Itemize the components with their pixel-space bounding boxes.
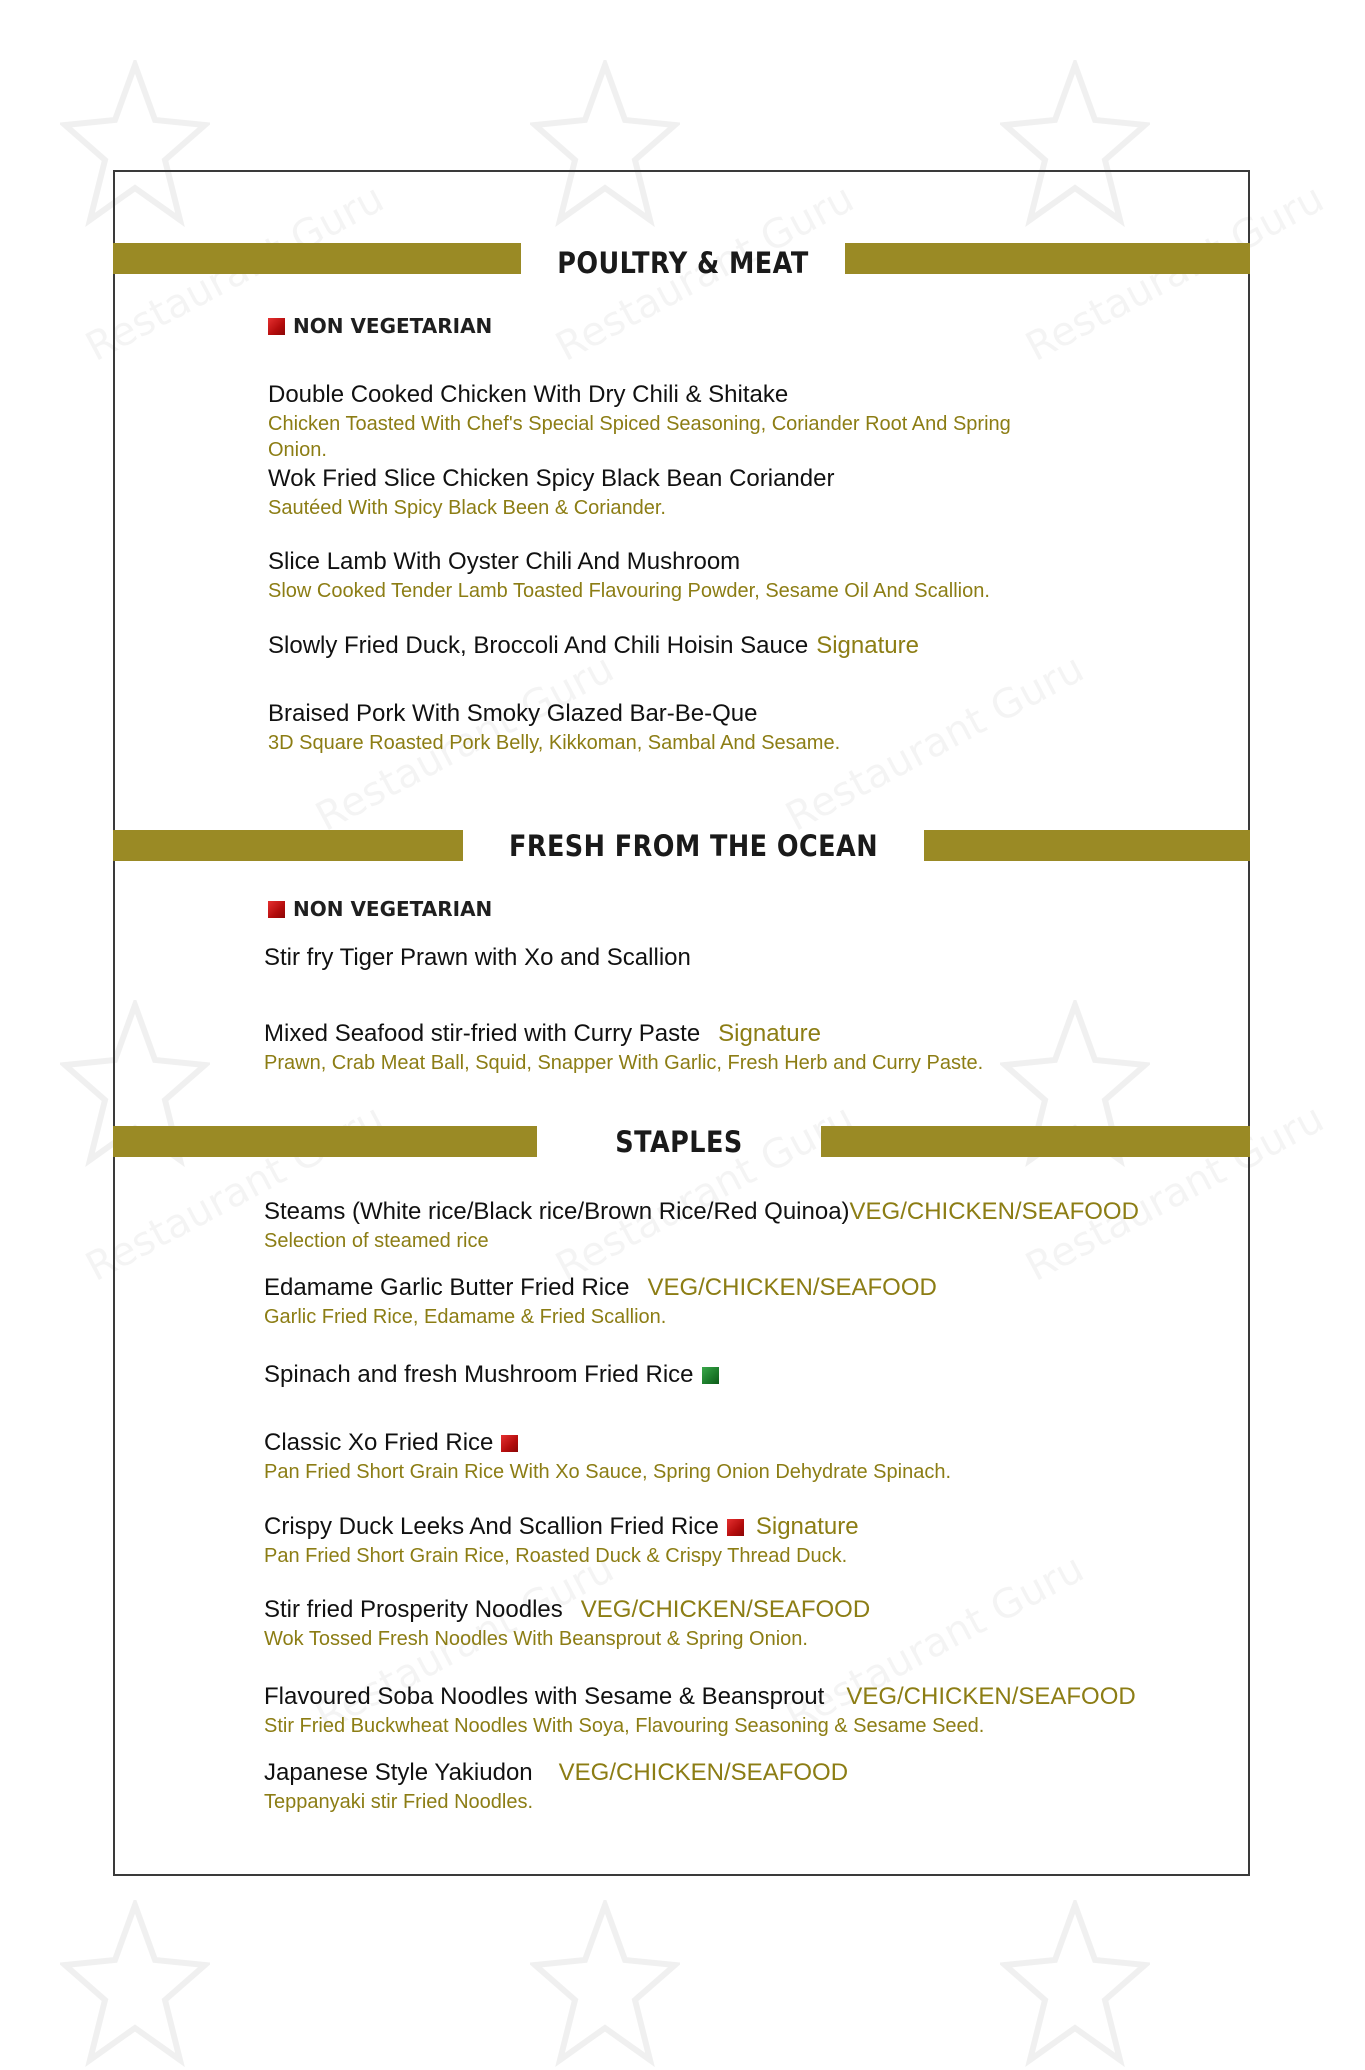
fork-star-icon xyxy=(530,1900,680,2070)
menu-item xyxy=(264,1361,719,1389)
section-bar-left xyxy=(113,830,463,861)
menu-item-name: Spinach and fresh Mushroom Fried Rice xyxy=(264,1361,694,1388)
option-badge: VEG/CHICKEN/SEAFOOD xyxy=(846,1683,1136,1710)
fork-star-icon xyxy=(60,1900,210,2070)
signature-badge: Signature xyxy=(816,632,919,659)
section-title-poultry: POULTRY & MEAT xyxy=(557,246,809,280)
menu-item-desc: Sautéed With Spicy Black Been & Coriander. xyxy=(268,497,666,519)
menu-item-desc: Pan Fried Short Grain Rice, Roasted Duck & Crispy Thread Duck. xyxy=(264,1545,848,1567)
menu-item-name: Wok Fried Slice Chicken Spicy Black Bean Coriander xyxy=(268,465,835,492)
non-veg-marker-icon xyxy=(727,1519,744,1536)
menu-item-desc: Teppanyaki stir Fried Noodles. xyxy=(264,1791,534,1813)
menu-item-name: Stir fry Tiger Prawn with Xo and Scallion xyxy=(264,944,691,971)
menu-item-name: Crispy Duck Leeks And Scallion Fried Rice xyxy=(264,1513,719,1540)
option-badge: VEG/CHICKEN/SEAFOOD xyxy=(558,1759,849,1786)
section-bar-right xyxy=(821,1126,1250,1157)
tag-label: NON VEGETARIAN xyxy=(293,897,493,921)
signature-badge: Signature xyxy=(718,1020,821,1047)
menu-item-desc: Onion. xyxy=(268,439,327,461)
menu-item-name: Flavoured Soba Noodles with Sesame & Beansprout xyxy=(264,1683,825,1710)
menu-item xyxy=(268,632,919,660)
menu-item-desc: 3D Square Roasted Pork Belly, Kikkoman, Sambal And Sesame. xyxy=(268,732,841,754)
menu-item xyxy=(264,1596,870,1624)
menu-item-name: Slice Lamb With Oyster Chili And Mushroom xyxy=(268,548,741,575)
menu-item xyxy=(264,1759,848,1787)
fork-star-icon xyxy=(1000,1900,1150,2070)
tag-label: NON VEGETARIAN xyxy=(293,314,493,338)
non-veg-marker-icon xyxy=(268,901,285,918)
section-bar-right xyxy=(924,830,1250,861)
menu-item-name: Slowly Fried Duck, Broccoli And Chili Hoisin Sauce xyxy=(268,632,809,659)
menu-item-desc: Garlic Fried Rice, Edamame & Fried Scallion. xyxy=(264,1306,667,1328)
non-veg-marker-icon xyxy=(268,318,285,335)
menu-item xyxy=(264,1513,859,1541)
veg-marker-icon xyxy=(702,1367,719,1384)
menu-item-name: Steams (White rice/Black rice/Brown Rice/Red Quinoa) xyxy=(264,1198,850,1225)
menu-item-name: Edamame Garlic Butter Fried Rice xyxy=(264,1274,630,1301)
menu-item xyxy=(264,1198,1139,1226)
section-bar-right xyxy=(845,243,1250,274)
menu-item-desc: Prawn, Crab Meat Ball, Squid, Snapper With Garlic, Fresh Herb and Curry Paste. xyxy=(264,1052,984,1074)
menu-item-name: Classic Xo Fried Rice xyxy=(264,1429,494,1456)
section-title-ocean: FRESH FROM THE OCEAN xyxy=(508,829,879,863)
menu-item-desc: Pan Fried Short Grain Rice With Xo Sauce, Spring Onion Dehydrate Spinach. xyxy=(264,1461,952,1483)
menu-item-desc: Chicken Toasted With Chef's Special Spiced Seasoning, Coriander Root And Spring xyxy=(268,413,1011,435)
menu-item-name: Japanese Style Yakiudon xyxy=(264,1759,533,1786)
menu-item xyxy=(264,1429,518,1457)
menu-item-desc: Stir Fried Buckwheat Noodles With Soya, Flavouring Seasoning & Sesame Seed. xyxy=(264,1715,985,1737)
menu-item-name: Braised Pork With Smoky Glazed Bar-Be-Que xyxy=(268,700,758,727)
non-veg-marker-icon xyxy=(501,1435,518,1452)
menu-item-name: Mixed Seafood stir-fried with Curry Paste xyxy=(264,1020,701,1047)
menu-item xyxy=(264,1683,1136,1711)
option-badge: VEG/CHICKEN/SEAFOOD xyxy=(647,1274,937,1301)
section-bar-left xyxy=(113,1126,537,1157)
menu-item-desc: Slow Cooked Tender Lamb Toasted Flavouring Powder, Sesame Oil And Scallion. xyxy=(268,580,990,602)
option-badge: VEG/CHICKEN/SEAFOOD xyxy=(849,1198,1139,1225)
menu-item-desc: Wok Tossed Fresh Noodles With Beansprout & Spring Onion. xyxy=(264,1628,808,1650)
signature-badge: Signature xyxy=(755,1513,859,1540)
menu-item xyxy=(264,1020,821,1048)
non-veg-tag xyxy=(268,314,492,338)
menu-item-desc: Selection of steamed rice xyxy=(264,1230,489,1252)
menu-item xyxy=(264,1274,937,1302)
option-badge: VEG/CHICKEN/SEAFOOD xyxy=(580,1596,871,1623)
section-bar-left xyxy=(113,243,521,274)
menu-item-name: Stir fried Prosperity Noodles xyxy=(264,1596,563,1623)
section-title-staples: STAPLES xyxy=(615,1125,743,1159)
non-veg-tag xyxy=(268,897,492,921)
menu-item-name: Double Cooked Chicken With Dry Chili & Shitake xyxy=(268,381,789,408)
